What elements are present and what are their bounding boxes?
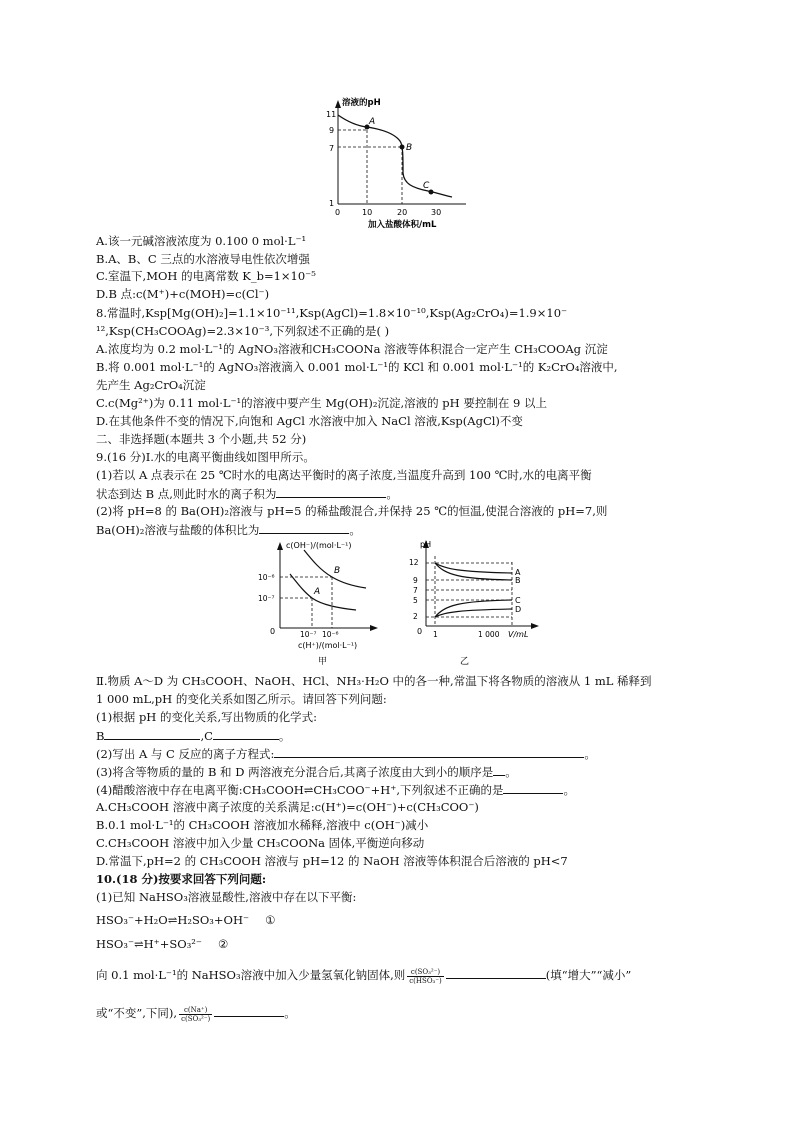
q9-sub2-text: (2)写出 A 与 C 反应的离子方程式: [96, 747, 275, 761]
fig-yi-xtick-1000: 1 000 [478, 630, 500, 639]
fig-yi-series-c: C [515, 596, 521, 605]
q9-sub4-text: (4)醋酸溶液中存在电离平衡:CH₃COOH⇌CH₃COO⁻+H⁺,下列叙述不正确的是 [96, 783, 504, 797]
q10-part2-hint: (填“增大”“减小” [545, 968, 632, 982]
q8-option-a: A.浓度均为 0.2 mol·L⁻¹的 AgNO₃溶液和CH₃COONa 溶液等体积混合一定产生 CH₃COOAg 沉淀 [96, 342, 608, 356]
equation-1-text: HSO₃⁻+H₂O⇌H₂SO₃+OH⁻ [96, 913, 250, 927]
q9-part1-text: 状态到达 B 点,则此时水的离子积为 [96, 487, 277, 501]
q9-sub1-answers [96, 727, 290, 744]
fraction-na-so3 [179, 1006, 212, 1023]
fig-yi-ytick-9: 9 [413, 576, 418, 585]
q10-answer-blank-1[interactable] [446, 966, 546, 979]
fig1-point-a: A [369, 117, 376, 127]
equation-2-number: ② [217, 937, 229, 951]
fraction-1-numerator: c(SO₃²⁻) [407, 968, 444, 977]
q9-part1-line1: (1)若以 A 点表示在 25 ℃时水的电离达平衡时的离子浓度,当温度升高到 100 ℃时,水的电离平衡 [96, 468, 592, 482]
fig1-point-b: B [406, 143, 413, 153]
q9-answer-blank-2[interactable] [259, 521, 349, 534]
fig-yi-series-a: A [515, 568, 521, 577]
q7-option-c: C.室温下,MOH 的电离常数 K_b=1×10⁻⁵ [96, 269, 316, 283]
q9-answer-blank-choice[interactable] [503, 781, 563, 794]
equation-1-number: ① [265, 913, 276, 927]
fig1-xtick-0: 0 [335, 208, 341, 217]
q9-sub4-option-c: C.CH₃COOH 溶液中加入少量 CH₃COONa 固体,平衡逆向移动 [96, 836, 425, 850]
q9-part2-intro-2: 1 000 mL,pH 的变化关系如图乙所示。请回答下列问题: [96, 692, 387, 706]
fig1-point-c: C [423, 181, 430, 191]
water-ionization-chart [256, 538, 391, 670]
q10-title: 10.(18 分)按要求回答下列问题: [96, 872, 267, 886]
q9-part2-line2 [96, 521, 361, 538]
q10-equation-2 [96, 937, 228, 951]
fig-yi-xtick-1: 1 [433, 630, 438, 639]
titration-chart [318, 96, 478, 231]
fig1-ytick-7: 7 [329, 144, 335, 153]
fig-yi-xlabel: V/mL [508, 630, 529, 639]
q10-part3-text: 或“不变”,下同), [96, 1006, 178, 1020]
fig-yi-caption: 乙 [460, 657, 470, 667]
q9-sub4 [96, 781, 575, 798]
q8-option-d: D.在其他条件不变的情况下,向饱和 AgCl 水溶液中加入 NaCl 溶液,Ksp(AgCl)不变 [96, 414, 523, 428]
fig1-xtick-10: 10 [362, 208, 373, 217]
q9-answer-blank-order[interactable] [493, 763, 505, 776]
period: 。 [349, 523, 361, 537]
fig-jia-xtick-1: 10⁻⁷ [300, 630, 317, 639]
q9-part2-intro-1: Ⅱ.物质 A～D 为 CH₃COOH、NaOH、HCl、NH₃·H₂O 中的各一种,常温下将各物质的溶液从 1 mL 稀释到 [96, 674, 652, 688]
fig-jia-point-b: B [334, 566, 341, 576]
q9-part2-line1: (2)将 pH=8 的 Ba(OH)₂溶液与 pH=5 的稀盐酸混合,并保持 25 ℃的恒温,使混合溶液的 pH=7,则 [96, 504, 608, 518]
fig-yi-ytick-2: 2 [413, 612, 418, 621]
fig-yi-ytick-5: 5 [413, 596, 418, 605]
fig1-xlabel: 加入盐酸体积/mL [368, 220, 437, 230]
fig1-ytick-9: 9 [329, 126, 335, 135]
fig-yi-ylabel: pH [420, 540, 432, 549]
q8-option-b-cont: 先产生 Ag₂CrO₄沉淀 [96, 378, 206, 392]
q10-part2-text: 向 0.1 mol·L⁻¹的 NaHSO₃溶液中加入少量氢氧化钠固体,则 [96, 968, 406, 982]
fig-jia-ylabel: c(OH⁻)/(mol·L⁻¹) [286, 541, 352, 550]
fig-jia-xtick-2: 10⁻⁶ [322, 630, 339, 639]
q10-answer-blank-2[interactable] [214, 1004, 284, 1017]
fig1-xtick-20: 20 [397, 208, 408, 217]
q9-sub3-text: (3)将含等物质的量的 B 和 D 两溶液充分混合后,其离子浓度由大到小的顺序是 [96, 765, 494, 779]
q9-sub3 [96, 763, 517, 780]
q9-title: 9.(16 分)Ⅰ.水的电离平衡曲线如图甲所示。 [96, 450, 315, 464]
fig-jia-origin: 0 [270, 627, 276, 636]
period: 。 [505, 765, 517, 779]
q8-option-c: C.c(Mg²⁺)为 0.11 mol·L⁻¹的溶液中要产生 Mg(OH)₂沉淀,溶液的 pH 要控制在 9 以上 [96, 396, 547, 410]
q9-sub1: (1)根据 pH 的变化关系,写出物质的化学式: [96, 710, 318, 724]
q9-sub1-b-label: B [96, 729, 105, 743]
q7-option-a: A.该一元碱溶液浓度为 0.100 0 mol·L⁻¹ [96, 234, 307, 248]
q9-part1-line2 [96, 485, 398, 502]
q9-sub1-c-label: ,C [200, 729, 213, 743]
q9-answer-blank-equation[interactable] [274, 745, 584, 758]
q9-sub2 [96, 745, 596, 762]
q8-stem-1: 8.常温时,Ksp[Mg(OH)₂]=1.1×10⁻¹¹,Ksp(AgCl)=1.8×10⁻¹⁰,Ksp(Ag₂CrO₄)=1.9×10⁻ [96, 306, 568, 320]
period: 。 [284, 1006, 296, 1020]
section-heading: 二、非选择题(本题共 3 个小题,共 52 分) [96, 432, 307, 446]
fraction-1-denominator: c(HSO₃⁻) [409, 976, 442, 985]
fig1-ytick-11: 11 [326, 110, 337, 119]
q9-answer-blank-1[interactable] [276, 485, 386, 498]
fig1-ylabel: 溶液的pH [342, 98, 381, 108]
fraction-so3-hso3 [407, 968, 444, 985]
q10-part2-line [96, 962, 631, 988]
q9-part2-text: Ba(OH)₂溶液与盐酸的体积比为 [96, 523, 260, 537]
fig-jia-caption: 甲 [318, 657, 328, 667]
fig-yi-ytick-7: 7 [413, 586, 418, 595]
period: 。 [386, 487, 398, 501]
period: 。 [584, 747, 596, 761]
fig-yi-ytick-12: 12 [409, 558, 419, 567]
q7-option-b: B.A、B、C 三点的水溶液导电性依次增强 [96, 252, 310, 266]
q9-sub4-option-a: A.CH₃COOH 溶液中离子浓度的关系满足:c(H⁺)=c(OH⁻)+c(CH₃COO⁻) [96, 800, 479, 814]
fraction-2-denominator: c(SO₃²⁻) [181, 1014, 211, 1023]
q9-answer-blank-c[interactable] [213, 727, 279, 740]
q10-equation-1 [96, 913, 275, 927]
fig-jia-ytick-1: 10⁻⁶ [258, 573, 275, 582]
fig-jia-ytick-2: 10⁻⁷ [258, 594, 275, 603]
fig-yi-series-d: D [515, 605, 522, 614]
q10-part3-line [96, 1000, 296, 1026]
fig-jia-xlabel: c(H⁺)/(mol·L⁻¹) [298, 641, 358, 650]
fig-yi-series-b: B [515, 576, 521, 585]
dilution-ph-chart [400, 538, 550, 670]
q10-part1: (1)已知 NaHSO₃溶液显酸性,溶液中存在以下平衡: [96, 890, 357, 904]
q7-option-d: D.B 点:c(M⁺)+c(MOH)=c(Cl⁻) [96, 287, 270, 301]
fraction-2-numerator: c(Na⁺) [179, 1006, 212, 1015]
q8-stem-2: ¹²,Ksp(CH₃COOAg)=2.3×10⁻³,下列叙述不正确的是( ) [96, 324, 390, 338]
fig1-ytick-1: 1 [329, 199, 335, 208]
q8-option-b: B.将 0.001 mol·L⁻¹的 AgNO₃溶液滴入 0.001 mol·L⁻¹的 KCl 和 0.001 mol·L⁻¹的 K₂CrO₄溶液中, [96, 360, 618, 374]
fig-yi-origin: 0 [417, 627, 423, 636]
period: 。 [278, 729, 291, 743]
q9-answer-blank-b[interactable] [104, 727, 200, 740]
fig1-xtick-30: 30 [431, 208, 442, 217]
q9-sub4-option-d: D.常温下,pH=2 的 CH₃COOH 溶液与 pH=12 的 NaOH 溶液等体积混合后溶液的 pH<7 [96, 854, 568, 868]
period: 。 [563, 783, 575, 797]
fig-jia-point-a: A [314, 587, 321, 597]
equation-2-text: HSO₃⁻⇌H⁺+SO₃²⁻ [96, 937, 202, 951]
q9-sub4-option-b: B.0.1 mol·L⁻¹的 CH₃COOH 溶液加水稀释,溶液中 c(OH⁻)减小 [96, 818, 429, 832]
